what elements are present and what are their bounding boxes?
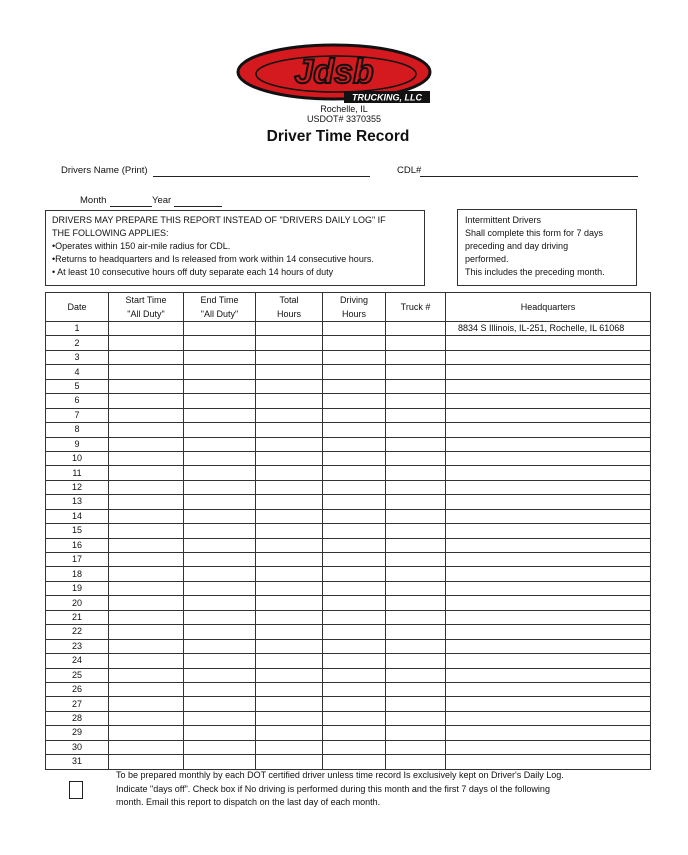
end-time-cell[interactable]: [184, 682, 256, 696]
total-hours-cell[interactable]: [256, 350, 323, 364]
driving-hours-cell[interactable]: [323, 755, 386, 769]
driving-hours-cell[interactable]: [323, 668, 386, 682]
company-logo: [236, 42, 432, 106]
end-time-cell[interactable]: [184, 437, 256, 451]
total-hours-cell[interactable]: [256, 336, 323, 350]
table-row: [46, 350, 651, 364]
column-header-total-hours: Total Hours: [256, 293, 323, 322]
table-row: [46, 711, 651, 725]
end-time-cell[interactable]: [184, 697, 256, 711]
month-field[interactable]: [110, 195, 152, 207]
intermittent-line: This includes the preceding month.: [465, 267, 605, 277]
rules-line: DRIVERS MAY PREPARE THIS REPORT INSTEAD OF "DRIVERS DAILY LOG" IF: [52, 215, 386, 225]
truck-cell[interactable]: [386, 625, 446, 639]
total-hours-cell[interactable]: [256, 365, 323, 379]
truck-cell[interactable]: [386, 394, 446, 408]
table-row: [46, 581, 651, 595]
date-cell: 31: [46, 755, 109, 769]
date-cell: 14: [46, 509, 109, 523]
end-time-cell[interactable]: [184, 654, 256, 668]
start-time-cell[interactable]: [109, 451, 184, 465]
start-time-cell[interactable]: [109, 581, 184, 595]
table-row: [46, 509, 651, 523]
column-header-start-time: Start Time "All Duty": [109, 293, 184, 322]
headquarters-cell[interactable]: [446, 423, 651, 437]
total-hours-cell[interactable]: [256, 423, 323, 437]
total-hours-cell[interactable]: [256, 379, 323, 393]
headquarters-cell[interactable]: [446, 625, 651, 639]
truck-cell[interactable]: [386, 336, 446, 350]
end-time-cell[interactable]: [184, 567, 256, 581]
truck-cell[interactable]: [386, 408, 446, 422]
truck-cell[interactable]: [386, 524, 446, 538]
end-time-cell[interactable]: [184, 524, 256, 538]
table-row: [46, 668, 651, 682]
driving-hours-cell[interactable]: [323, 480, 386, 494]
date-cell: 4: [46, 365, 109, 379]
start-time-cell[interactable]: [109, 379, 184, 393]
no-driving-checkbox[interactable]: [69, 781, 83, 799]
total-hours-cell[interactable]: [256, 437, 323, 451]
table-row: [46, 336, 651, 350]
headquarters-cell[interactable]: [446, 394, 651, 408]
driving-hours-cell[interactable]: [323, 610, 386, 624]
column-header-date: Date: [46, 293, 109, 322]
date-cell: 29: [46, 726, 109, 740]
truck-cell[interactable]: [386, 451, 446, 465]
driving-hours-cell[interactable]: [323, 437, 386, 451]
date-cell: 6: [46, 394, 109, 408]
footer-line: month. Email this report to dispatch on the last day of each month.: [116, 797, 381, 807]
driving-hours-cell[interactable]: [323, 711, 386, 725]
driving-hours-cell[interactable]: [323, 553, 386, 567]
truck-cell[interactable]: [386, 365, 446, 379]
end-time-cell[interactable]: [184, 350, 256, 364]
headquarters-cell[interactable]: [446, 639, 651, 653]
end-time-cell[interactable]: [184, 495, 256, 509]
column-header-headquarters: Headquarters: [446, 293, 651, 322]
intermittent-line: preceding and day driving: [465, 241, 569, 251]
headquarters-cell[interactable]: [446, 740, 651, 754]
column-header-truck: Truck #: [386, 293, 446, 322]
rules-line: •Operates within 150 air-mile radius for CDL.: [52, 241, 231, 251]
start-time-cell[interactable]: [109, 524, 184, 538]
month-label: Month: [80, 195, 107, 206]
drivers-name-label: Drivers Name (Print): [61, 165, 148, 176]
driving-hours-cell[interactable]: [323, 379, 386, 393]
table-row: [46, 394, 651, 408]
company-location: Rochelle, IL: [320, 104, 368, 114]
end-time-cell[interactable]: [184, 668, 256, 682]
intermittent-drivers-box: [457, 209, 637, 286]
footer-line: Indicate "days off". Check box if No driving is performed during this month and the first 7 days ol the following: [116, 783, 550, 794]
rules-box: [45, 210, 425, 286]
headquarters-cell[interactable]: [446, 553, 651, 567]
truck-cell[interactable]: [386, 711, 446, 725]
date-cell: 17: [46, 553, 109, 567]
headquarters-cell[interactable]: [446, 654, 651, 668]
truck-cell[interactable]: [386, 639, 446, 653]
start-time-cell[interactable]: [109, 466, 184, 480]
start-time-cell[interactable]: [109, 322, 184, 336]
date-cell: 21: [46, 610, 109, 624]
end-time-cell[interactable]: [184, 726, 256, 740]
total-hours-cell[interactable]: [256, 480, 323, 494]
total-hours-cell[interactable]: [256, 726, 323, 740]
driving-hours-cell[interactable]: [323, 697, 386, 711]
cdl-field[interactable]: [420, 165, 638, 177]
truck-cell[interactable]: [386, 755, 446, 769]
truck-cell[interactable]: [386, 726, 446, 740]
truck-cell[interactable]: [386, 654, 446, 668]
end-time-cell[interactable]: [184, 740, 256, 754]
end-time-cell[interactable]: [184, 596, 256, 610]
table-row: [46, 480, 651, 494]
truck-cell[interactable]: [386, 668, 446, 682]
table-row: [46, 495, 651, 509]
table-row: [46, 697, 651, 711]
start-time-cell[interactable]: [109, 755, 184, 769]
driving-hours-cell[interactable]: [323, 365, 386, 379]
start-time-cell[interactable]: [109, 408, 184, 422]
logo-subtext: TRUCKING, LLC: [352, 92, 422, 103]
driving-hours-cell[interactable]: [323, 336, 386, 350]
date-cell: 9: [46, 437, 109, 451]
driving-hours-cell[interactable]: [323, 451, 386, 465]
truck-cell[interactable]: [386, 538, 446, 552]
start-time-cell[interactable]: [109, 668, 184, 682]
total-hours-cell[interactable]: [256, 682, 323, 696]
driving-hours-cell[interactable]: [323, 509, 386, 523]
page-title: Driver Time Record: [266, 128, 410, 145]
total-hours-cell[interactable]: [256, 451, 323, 465]
start-time-cell[interactable]: [109, 394, 184, 408]
table-row: [46, 524, 651, 538]
truck-cell[interactable]: [386, 423, 446, 437]
driving-hours-cell[interactable]: [323, 726, 386, 740]
date-cell: 16: [46, 538, 109, 552]
column-header-end-time: End Time "All Duty": [184, 293, 256, 322]
logo-wordmark: Jdsb: [294, 53, 374, 91]
truck-cell[interactable]: [386, 322, 446, 336]
total-hours-cell[interactable]: [256, 755, 323, 769]
driving-hours-cell[interactable]: [323, 423, 386, 437]
date-cell: 1: [46, 322, 109, 336]
headquarters-cell[interactable]: [446, 336, 651, 350]
table-row: [46, 625, 651, 639]
driving-hours-cell[interactable]: [323, 466, 386, 480]
date-cell: 7: [46, 408, 109, 422]
start-time-cell[interactable]: [109, 682, 184, 696]
table-row: [46, 682, 651, 696]
headquarters-cell[interactable]: [446, 495, 651, 509]
headquarters-cell[interactable]: [446, 408, 651, 422]
end-time-cell[interactable]: [184, 423, 256, 437]
start-time-cell[interactable]: [109, 336, 184, 350]
total-hours-cell[interactable]: [256, 322, 323, 336]
end-time-cell[interactable]: [184, 336, 256, 350]
end-time-cell[interactable]: [184, 538, 256, 552]
table-row: [46, 451, 651, 465]
date-cell: 18: [46, 567, 109, 581]
total-hours-cell[interactable]: [256, 466, 323, 480]
headquarters-cell[interactable]: 8834 S Illinois, IL-251, Rochelle, IL 61068: [446, 322, 651, 336]
truck-cell[interactable]: [386, 495, 446, 509]
total-hours-cell[interactable]: [256, 668, 323, 682]
headquarters-cell[interactable]: [446, 480, 651, 494]
truck-cell[interactable]: [386, 581, 446, 595]
end-time-cell[interactable]: [184, 553, 256, 567]
start-time-cell[interactable]: [109, 553, 184, 567]
driving-hours-cell[interactable]: [323, 538, 386, 552]
intermittent-line: performed.: [465, 254, 509, 264]
start-time-cell[interactable]: [109, 711, 184, 725]
start-time-cell[interactable]: [109, 654, 184, 668]
driving-hours-cell[interactable]: [323, 740, 386, 754]
date-cell: 30: [46, 740, 109, 754]
year-label: Year: [152, 195, 172, 206]
headquarters-cell[interactable]: [446, 567, 651, 581]
driving-hours-cell[interactable]: [323, 408, 386, 422]
table-row: [46, 726, 651, 740]
date-cell: 11: [46, 466, 109, 480]
start-time-cell[interactable]: [109, 480, 184, 494]
start-time-cell[interactable]: [109, 495, 184, 509]
start-time-cell[interactable]: [109, 538, 184, 552]
driving-hours-cell[interactable]: [323, 654, 386, 668]
start-time-cell[interactable]: [109, 350, 184, 364]
table-row: [46, 322, 651, 336]
truck-cell[interactable]: [386, 596, 446, 610]
start-time-cell[interactable]: [109, 625, 184, 639]
end-time-cell[interactable]: [184, 394, 256, 408]
driving-hours-cell[interactable]: [323, 639, 386, 653]
start-time-cell[interactable]: [109, 639, 184, 653]
rules-line: THE FOLLOWING APPLIES:: [52, 228, 169, 238]
total-hours-cell[interactable]: [256, 408, 323, 422]
truck-cell[interactable]: [386, 682, 446, 696]
end-time-cell[interactable]: [184, 711, 256, 725]
column-header-driving-hours: Driving Hours: [323, 293, 386, 322]
end-time-cell[interactable]: [184, 480, 256, 494]
truck-cell[interactable]: [386, 697, 446, 711]
start-time-cell[interactable]: [109, 509, 184, 523]
total-hours-cell[interactable]: [256, 567, 323, 581]
date-cell: 8: [46, 423, 109, 437]
table-row: [46, 755, 651, 769]
start-time-cell[interactable]: [109, 365, 184, 379]
headquarters-cell[interactable]: [446, 451, 651, 465]
truck-cell[interactable]: [386, 610, 446, 624]
total-hours-cell[interactable]: [256, 625, 323, 639]
date-cell: 22: [46, 625, 109, 639]
table-row: [46, 740, 651, 754]
date-cell: 20: [46, 596, 109, 610]
driving-hours-cell[interactable]: [323, 524, 386, 538]
headquarters-cell[interactable]: [446, 682, 651, 696]
total-hours-cell[interactable]: [256, 654, 323, 668]
start-time-cell[interactable]: [109, 610, 184, 624]
total-hours-cell[interactable]: [256, 596, 323, 610]
headquarters-cell[interactable]: [446, 538, 651, 552]
total-hours-cell[interactable]: [256, 553, 323, 567]
date-cell: 23: [46, 639, 109, 653]
truck-cell[interactable]: [386, 379, 446, 393]
truck-cell[interactable]: [386, 509, 446, 523]
end-time-cell[interactable]: [184, 639, 256, 653]
total-hours-cell[interactable]: [256, 711, 323, 725]
headquarters-cell[interactable]: [446, 437, 651, 451]
end-time-cell[interactable]: [184, 408, 256, 422]
footer-line: To be prepared monthly by each DOT certified driver unless time record Is exclusively kept on Driver's Daily Log.: [116, 770, 564, 780]
start-time-cell[interactable]: [109, 596, 184, 610]
headquarters-cell[interactable]: [446, 524, 651, 538]
rules-line: •Returns to headquarters and Is released from work within 14 consecutive hours.: [52, 254, 374, 264]
year-field[interactable]: [174, 195, 222, 207]
table-row: [46, 654, 651, 668]
end-time-cell[interactable]: [184, 625, 256, 639]
headquarters-cell[interactable]: [446, 509, 651, 523]
table-row: [46, 610, 651, 624]
date-cell: 19: [46, 581, 109, 595]
start-time-cell[interactable]: [109, 567, 184, 581]
truck-cell[interactable]: [386, 350, 446, 364]
date-cell: 28: [46, 711, 109, 725]
headquarters-cell[interactable]: [446, 668, 651, 682]
start-time-cell[interactable]: [109, 697, 184, 711]
driving-hours-cell[interactable]: [323, 394, 386, 408]
date-cell: 26: [46, 682, 109, 696]
driving-hours-cell[interactable]: [323, 596, 386, 610]
driving-hours-cell[interactable]: [323, 567, 386, 581]
start-time-cell[interactable]: [109, 726, 184, 740]
table-row: [46, 365, 651, 379]
headquarters-cell[interactable]: [446, 365, 651, 379]
driving-hours-cell[interactable]: [323, 350, 386, 364]
date-cell: 13: [46, 495, 109, 509]
driving-hours-cell[interactable]: [323, 581, 386, 595]
table-row: [46, 538, 651, 552]
date-cell: 24: [46, 654, 109, 668]
end-time-cell[interactable]: [184, 755, 256, 769]
end-time-cell[interactable]: [184, 379, 256, 393]
table-row: [46, 437, 651, 451]
headquarters-cell[interactable]: [446, 697, 651, 711]
table-row: [46, 408, 651, 422]
driving-hours-cell[interactable]: [323, 495, 386, 509]
total-hours-cell[interactable]: [256, 740, 323, 754]
total-hours-cell[interactable]: [256, 509, 323, 523]
end-time-cell[interactable]: [184, 581, 256, 595]
end-time-cell[interactable]: [184, 322, 256, 336]
driving-hours-cell[interactable]: [323, 625, 386, 639]
end-time-cell[interactable]: [184, 466, 256, 480]
table-header-row: [46, 293, 651, 322]
truck-cell[interactable]: [386, 553, 446, 567]
start-time-cell[interactable]: [109, 423, 184, 437]
truck-cell[interactable]: [386, 480, 446, 494]
total-hours-cell[interactable]: [256, 394, 323, 408]
table-row: [46, 639, 651, 653]
intermittent-line: Shall complete this form for 7 days: [465, 228, 604, 238]
headquarters-cell[interactable]: [446, 711, 651, 725]
intermittent-line: Intermittent Drivers: [465, 215, 542, 225]
headquarters-cell[interactable]: [446, 755, 651, 769]
end-time-cell[interactable]: [184, 610, 256, 624]
headquarters-cell[interactable]: [446, 379, 651, 393]
date-cell: 27: [46, 697, 109, 711]
headquarters-cell[interactable]: [446, 610, 651, 624]
table-row: [46, 379, 651, 393]
truck-cell[interactable]: [386, 567, 446, 581]
truck-cell[interactable]: [386, 437, 446, 451]
date-cell: 15: [46, 524, 109, 538]
end-time-cell[interactable]: [184, 451, 256, 465]
total-hours-cell[interactable]: [256, 495, 323, 509]
date-cell: 2: [46, 336, 109, 350]
total-hours-cell[interactable]: [256, 610, 323, 624]
date-cell: 25: [46, 668, 109, 682]
headquarters-cell[interactable]: [446, 596, 651, 610]
date-cell: 3: [46, 350, 109, 364]
truck-cell[interactable]: [386, 466, 446, 480]
total-hours-cell[interactable]: [256, 697, 323, 711]
date-cell: 5: [46, 379, 109, 393]
end-time-cell[interactable]: [184, 365, 256, 379]
start-time-cell[interactable]: [109, 437, 184, 451]
usdot-number: USDOT# 3370355: [306, 114, 382, 124]
rules-line: • At least 10 consecutive hours off duty separate each 14 hours of duty: [52, 267, 334, 277]
total-hours-cell[interactable]: [256, 639, 323, 653]
start-time-cell[interactable]: [109, 740, 184, 754]
total-hours-cell[interactable]: [256, 524, 323, 538]
total-hours-cell[interactable]: [256, 538, 323, 552]
date-cell: 12: [46, 480, 109, 494]
headquarters-cell[interactable]: [446, 581, 651, 595]
table-row: [46, 423, 651, 437]
truck-cell[interactable]: [386, 740, 446, 754]
date-cell: 10: [46, 451, 109, 465]
table-row: [46, 553, 651, 567]
driving-hours-cell[interactable]: [323, 322, 386, 336]
end-time-cell[interactable]: [184, 509, 256, 523]
table-row: [46, 567, 651, 581]
time-record-table: [45, 292, 651, 770]
total-hours-cell[interactable]: [256, 581, 323, 595]
drivers-name-field[interactable]: [153, 165, 370, 177]
cdl-label: CDL#: [397, 165, 422, 176]
headquarters-cell[interactable]: [446, 350, 651, 364]
table-row: [46, 596, 651, 610]
headquarters-cell[interactable]: [446, 466, 651, 480]
driving-hours-cell[interactable]: [323, 682, 386, 696]
table-row: [46, 466, 651, 480]
footer-instructions: [116, 769, 656, 810]
headquarters-cell[interactable]: [446, 726, 651, 740]
